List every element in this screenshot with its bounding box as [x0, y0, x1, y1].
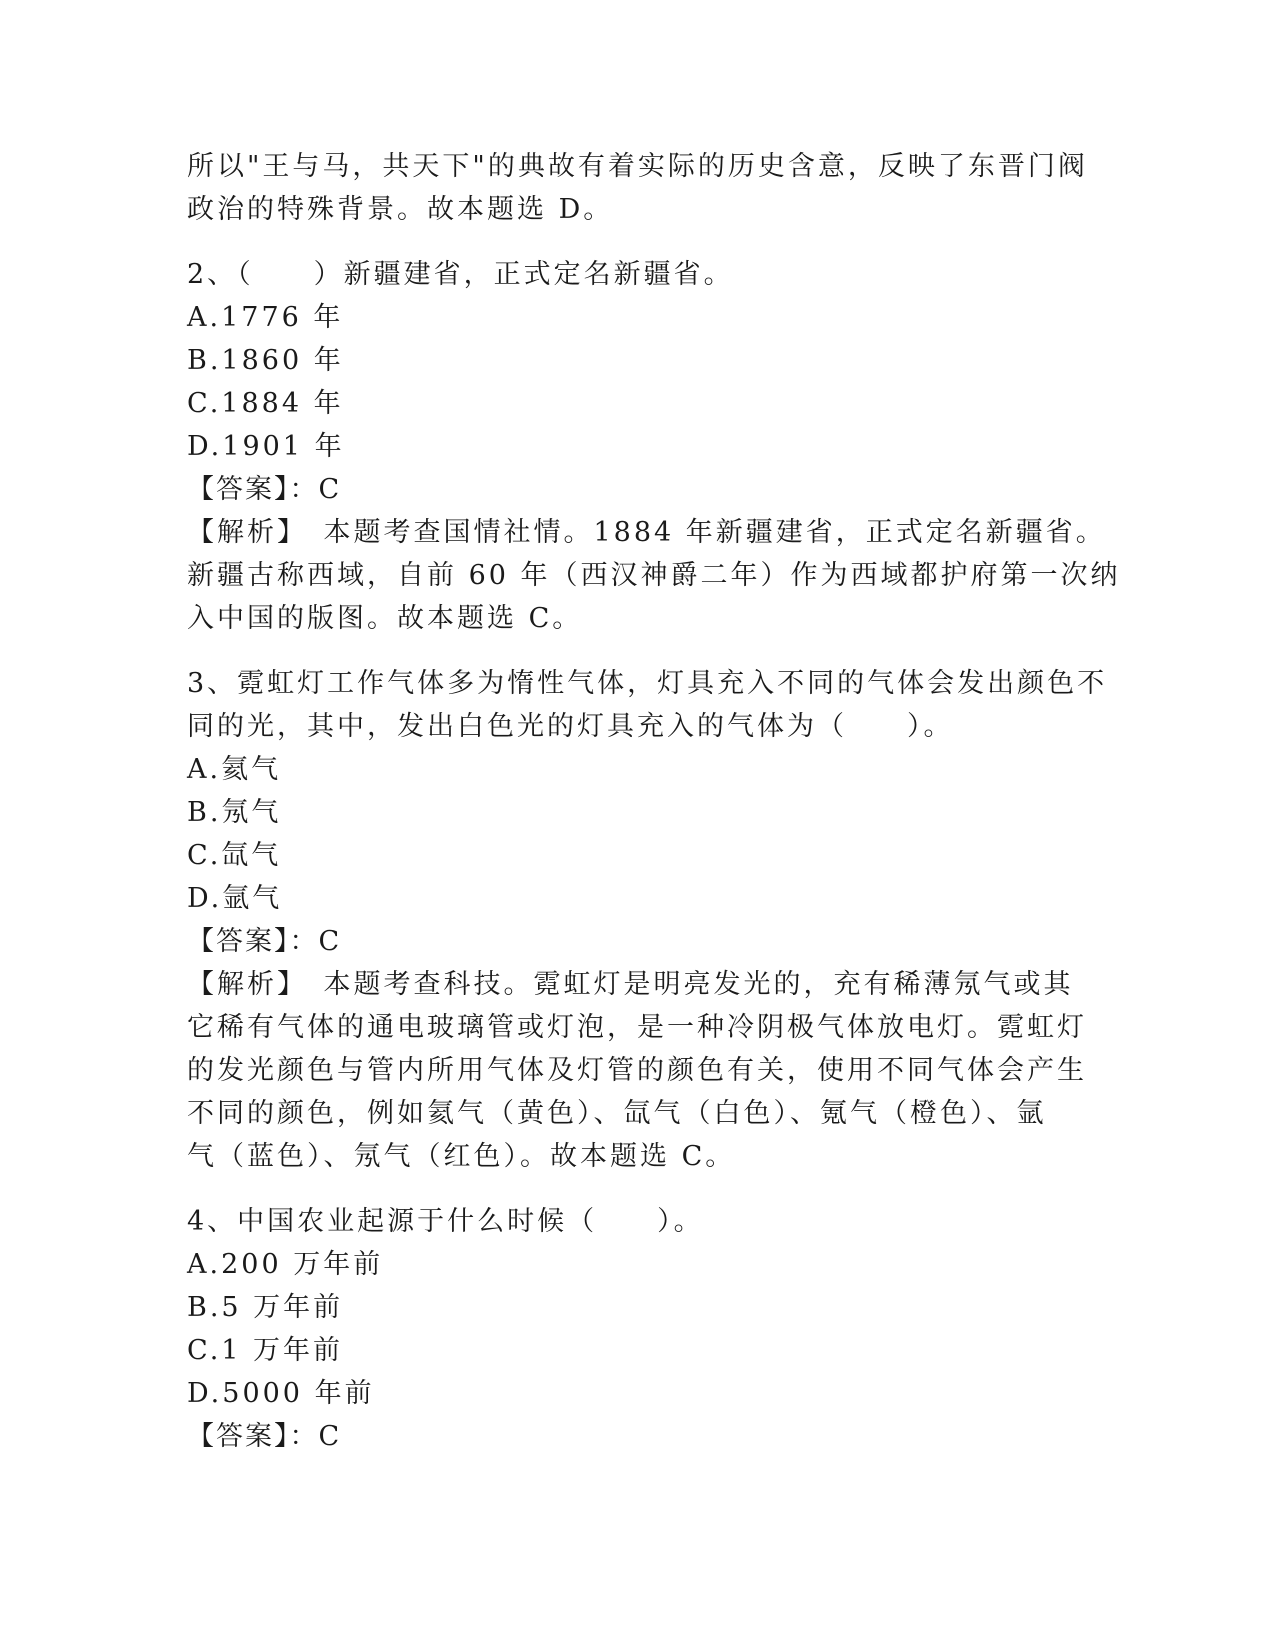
option-b: B.氖气	[187, 797, 282, 828]
analysis-line: 【解析】 本题考查科技。霓虹灯是明亮发光的，充有稀薄氖气或其	[187, 969, 1074, 1000]
option-a: A.氦气	[187, 754, 282, 785]
answer-line: 【答案】：C	[187, 474, 342, 505]
document-page	[187, 145, 1121, 1458]
question-text: 同的光，其中，发出白色光的灯具充入的气体为（ ）。	[187, 711, 954, 742]
option-d: D.5000 年前	[187, 1378, 375, 1409]
analysis-line: 它稀有气体的通电玻璃管或灯泡，是一种冷阴极气体放电灯。霓虹灯	[187, 1012, 1087, 1043]
option-c: C.1 万年前	[187, 1335, 344, 1366]
analysis-line: 气（蓝色）、氖气（红色）。故本题选 C。	[187, 1141, 736, 1172]
question-text: 2、（ ）新疆建省，正式定名新疆省。	[187, 259, 734, 290]
spacer	[187, 1178, 1087, 1200]
option-c: C.氙气	[187, 840, 282, 871]
question-text: 4、中国农业起源于什么时候（ ）。	[187, 1206, 704, 1237]
question-2	[187, 253, 1121, 640]
analysis-line: 新疆古称西域，自前 60 年（西汉神爵二年）作为西域都护府第一次纳	[187, 560, 1121, 591]
option-d: D.1901 年	[187, 431, 345, 462]
analysis-line: 入中国的版图。故本题选 C。	[187, 603, 583, 634]
analysis-line: 的发光颜色与管内所用气体及灯管的颜色有关，使用不同气体会产生	[187, 1055, 1087, 1086]
answer-line: 【答案】：C	[187, 1421, 342, 1452]
intro-line: 政治的特殊背景。故本题选 D。	[187, 194, 614, 225]
spacer	[187, 231, 1087, 253]
spacer	[187, 640, 1087, 662]
question-3	[187, 662, 1108, 1178]
option-d: D.氩气	[187, 883, 283, 914]
intro-paragraph	[187, 145, 1087, 231]
answer-line: 【答案】：C	[187, 926, 342, 957]
question-4	[187, 1200, 1087, 1458]
intro-line: 所以"王与马，共天下"的典故有着实际的历史含意，反映了东晋门阀	[187, 151, 1088, 182]
option-b: B.1860 年	[187, 345, 344, 376]
option-b: B.5 万年前	[187, 1292, 344, 1323]
analysis-line: 不同的颜色，例如氦气（黄色）、氙气（白色）、氪气（橙色）、氩	[187, 1098, 1047, 1129]
question-text: 3、霓虹灯工作气体多为惰性气体，灯具充入不同的气体会发出颜色不	[187, 668, 1108, 699]
option-c: C.1884 年	[187, 388, 344, 419]
option-a: A.200 万年前	[187, 1249, 384, 1280]
analysis-line: 【解析】 本题考查国情社情。1884 年新疆建省，正式定名新疆省。	[187, 517, 1106, 548]
option-a: A.1776 年	[187, 302, 344, 333]
